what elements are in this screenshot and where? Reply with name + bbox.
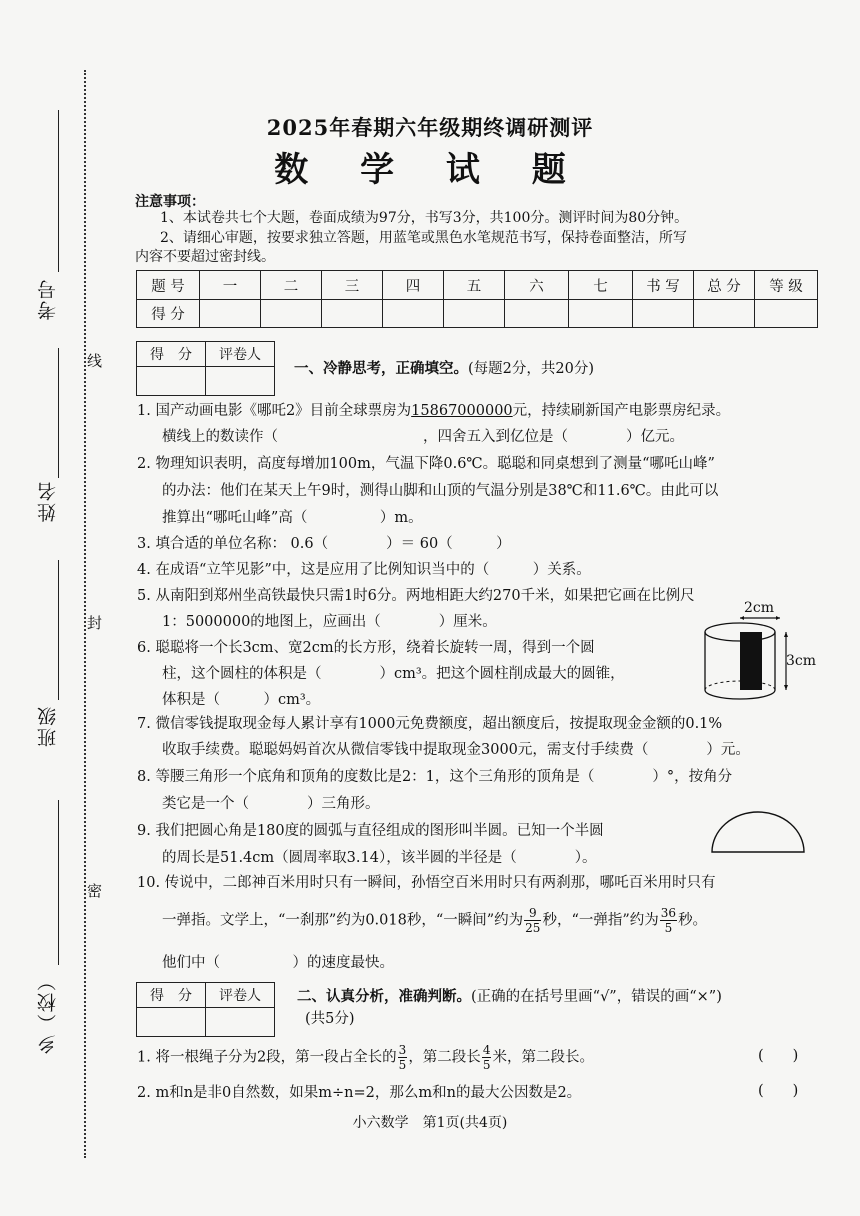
notice-item-2b: 内容不要超过密封线。 [135,249,275,265]
question-6-line3: 体积是（ ）cm³。 [162,692,321,708]
score-table [136,270,818,328]
score-cell[interactable] [694,300,755,328]
question-6-line1: 6. 聪聪将一个长3cm、宽2cm的长方形，绕着长旋转一周，得到一个圆 [137,640,595,656]
score-cell[interactable] [200,300,261,328]
score-header-cell: 一 [200,271,261,300]
section2-points: (共5分) [305,1011,355,1027]
judge-answer-2[interactable]: ( ) [758,1083,799,1099]
question-1-line1: 1. 国产动画电影《哪吒2》目前全球票房为15867000000元，持续刷新国产电影票房纪录。 [137,403,731,419]
cylinder-width-label: 2cm [744,600,775,616]
box-office-amount: 15867000000 [411,403,513,419]
fraction-9-25: $\frac{9}{25}$ [525,906,541,935]
score-header-cell: 书 写 [633,271,694,300]
score-header-cell: 四 [383,271,444,300]
judge-answer-1[interactable]: ( ) [758,1048,799,1064]
score-header-cell: 六 [505,271,569,300]
question-10-line3: 他们中（ ）的速度最快。 [162,955,394,971]
grader-score-label: 得 分 [137,342,206,367]
score-header-cell: 七 [569,271,633,300]
question-7-line2: 收取手续费。聪聪妈妈首次从微信零钱中提取现金3000元，需支付手续费（ ）元。 [162,742,750,758]
notice-heading: 注意事项： [135,194,205,210]
question-9-line2: 的周长是51.4cm（圆周率取3.14），该半圆的半径是（ ）。 [162,850,597,866]
notice-item-1: 1、本试卷共七个大题，卷面成绩为97分，书写3分，共100分。测评时间为80分钟。 [160,210,689,226]
score-header-cell: 总 分 [694,271,755,300]
grader-score-label: 得 分 [137,983,206,1008]
question-1-line2: 横线上的数读作（ ，四舍五入到亿位是（ ）亿元。 [162,429,684,445]
name-blank [58,348,59,478]
score-cell[interactable] [755,300,818,328]
name-label: 姓名 [37,480,59,522]
question-3: 3. 填合适的单位名称： 0.6（ ）＝ 60（ ） [137,536,511,552]
score-header-cell: 等 级 [755,271,818,300]
question-2-line1: 2. 物理知识表明，高度每增加100m，气温下降0.6℃。聪聪和同桌想到了测量“哪吒山峰” [137,456,715,472]
section2-title-main: 二、认真分析，准确判断。 [297,988,471,1005]
question-7-line1: 7. 微信零钱提取现金每人累计享有1000元免费额度，超出额度后，按提取现金金额的0.1% [137,716,723,732]
score-table-header-row [137,271,818,300]
grader-name-cell[interactable] [206,1008,275,1037]
score-cell[interactable] [505,300,569,328]
score-table-score-row [137,300,818,328]
section1-grader-box [136,341,275,396]
section2-grader-box [136,982,275,1037]
score-header-cell: 题 号 [137,271,200,300]
section1-title [294,357,594,378]
question-6-line2: 柱，这个圆柱的体积是（ ）cm³。把这个圆柱削成最大的圆锥， [162,666,625,682]
score-row-label: 得 分 [137,300,200,328]
section1-title-points: (每题2分，共20分) [468,361,594,377]
question-8-line1: 8. 等腰三角形一个底角和顶角的度数比是2：1，这个三角形的顶角是（ ）°，按角分 [137,769,733,785]
question-2-line3: 推算出“哪吒山峰”高（ ）m。 [162,510,423,526]
class-label: 班级 [37,705,59,747]
question-5-line2: 1：5000000的地图上，应画出（ ）厘米。 [162,614,497,630]
grader-name-label: 评卷人 [206,342,275,367]
semicircle-figure [708,808,808,856]
score-cell[interactable] [633,300,694,328]
score-header-cell: 三 [322,271,383,300]
score-cell[interactable] [261,300,322,328]
fraction-36-5: $\frac{36}{5}$ [660,906,677,935]
judge-question-1: 1. 将一根绳子分为2段，第一段占全长的 $\frac{3}{5}$ ，第二段长 $\frac{4}{5}$ 米，第二段长。 [137,1043,594,1072]
grader-name-cell[interactable] [206,367,275,396]
page-footer: 小六数学 第1页(共4页) [352,1115,508,1131]
fraction-3-5: $\frac{3}{5}$ [398,1043,407,1072]
cylinder-height-label: 3cm [786,653,817,669]
score-cell[interactable] [444,300,505,328]
question-2-line2: 的办法：他们在某天上午9时，测得山脚和山顶的气温分别是38℃和11.6℃。由此可以 [162,483,719,499]
fraction-4-5: $\frac{4}{5}$ [482,1043,491,1072]
seal-char-mi: 密 [87,882,103,900]
seal-char-feng: 封 [87,614,103,632]
score-header-cell: 五 [444,271,505,300]
seal-char-xian: 线 [87,352,103,370]
score-cell[interactable] [383,300,444,328]
school-label: 乡（校） [37,970,59,1054]
subject-title: 数 学 试 题 [274,150,586,190]
exam-number-label: 考号 [37,278,59,320]
question-10-line1: 10. 传说中，二郎神百米用时只有一瞬间，孙悟空百米用时只有两刹那，哪吒百米用时只有 [137,875,716,891]
judge-question-2: 2. m和n是非0自然数，如果m÷n=2，那么m和n的最大公因数是2。 [137,1085,582,1101]
seal-dotted-line [84,70,86,1158]
notice-item-2a: 2、请细心审题，按要求独立答题，用蓝笔或黑色水笔规范书写，保持卷面整洁，所写 [160,230,687,246]
question-10-line2: 一弹指。文学上，“一刹那”约为0.018秒，“一瞬间”约为 $\frac{9}{25}$ 秒，“一弹指”约为 $\frac{36}{5}$ 秒。 [162,906,708,935]
question-4: 4. 在成语“立竿见影”中，这是应用了比例知识当中的（ ）关系。 [137,562,591,578]
section1-title-main: 一、冷静思考，正确填空。 [294,360,468,377]
cylinder-figure [700,600,820,710]
question-5-line1: 5. 从南阳到郑州坐高铁最快只需1时6分。两地相距大约270千米，如果把它画在比例尺 [137,588,695,604]
class-blank [58,560,59,700]
grader-name-label: 评卷人 [206,983,275,1008]
exam-title: 2025年春期六年级期终调研测评 [266,115,594,140]
score-cell[interactable] [569,300,633,328]
grader-score-cell[interactable] [137,367,206,396]
question-8-line2: 类它是一个（ ）三角形。 [162,796,380,812]
question-9-line1: 9. 我们把圆心角是180度的圆弧与直径组成的图形叫半圆。已知一个半圆 [137,823,604,839]
score-header-cell: 二 [261,271,322,300]
school-blank [58,800,59,965]
section2-title-rule: (正确的在括号里画“√”，错误的画“×”) [471,989,722,1005]
section2-title [297,985,722,1006]
score-cell[interactable] [322,300,383,328]
grader-score-cell[interactable] [137,1008,206,1037]
